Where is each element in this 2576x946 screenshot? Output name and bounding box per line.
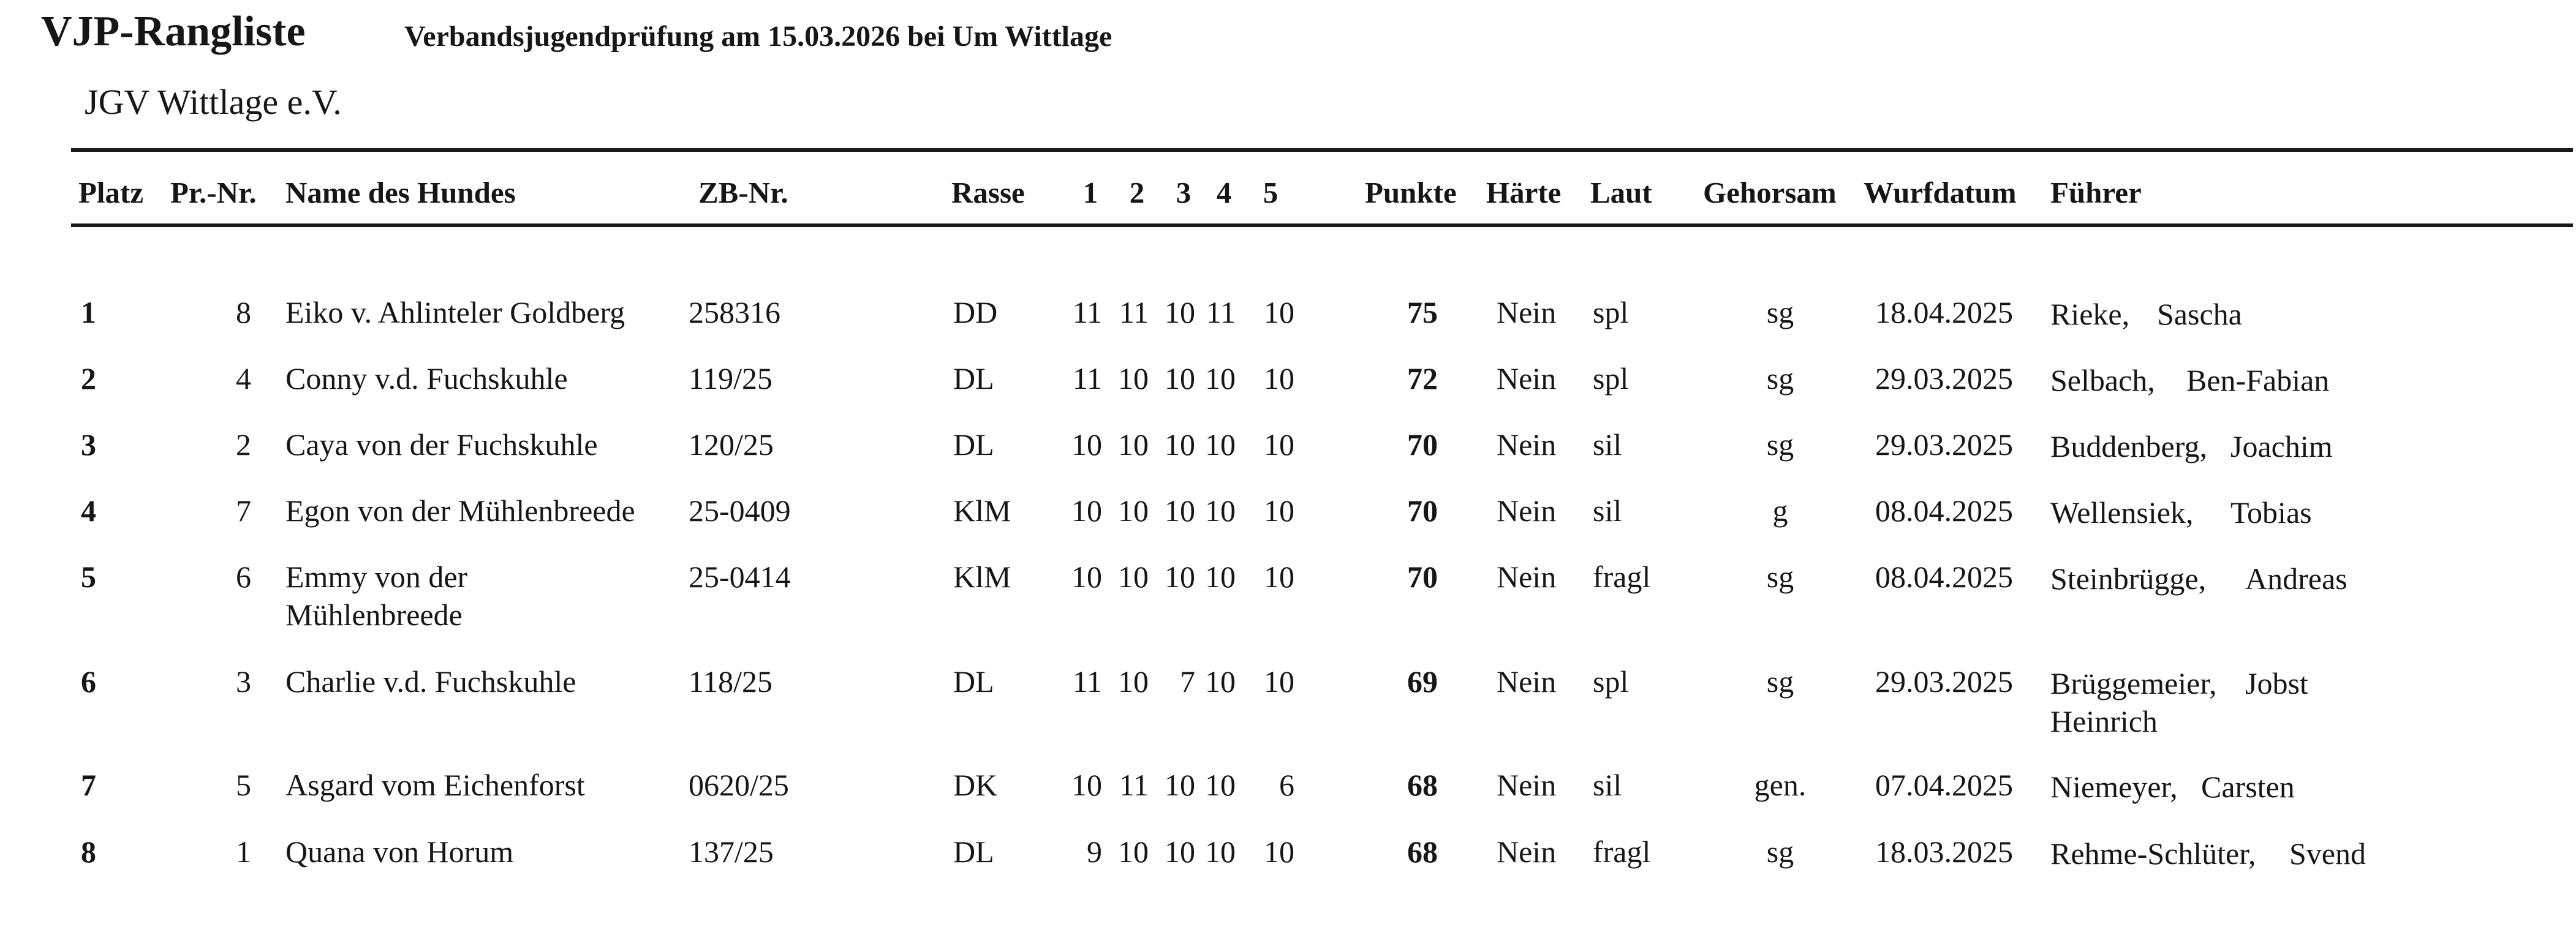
score-cell-3: 10 <box>1165 560 1195 594</box>
laut-cell: spl <box>1593 295 1629 329</box>
col-header-platz: Platz <box>78 176 144 209</box>
wurfdatum-cell: 08.04.2025 <box>1875 560 2013 594</box>
dog-name-cell: Egon von der Mühlenbreede <box>285 494 635 528</box>
platz-cell: 6 <box>81 664 96 699</box>
zb-nr-cell: 118/25 <box>689 664 773 699</box>
zb-nr-cell: 258316 <box>689 295 780 329</box>
score-cell-5: 10 <box>1264 427 1294 462</box>
fuehrer-last-cell: Selbach, <box>2050 363 2155 397</box>
score-cell-3: 10 <box>1165 361 1195 396</box>
col-header-5: 5 <box>1263 176 1279 209</box>
wurfdatum-cell: 29.03.2025 <box>1875 361 2013 396</box>
fuehrer-last-cell: Rehme-Schlüter, <box>2050 836 2256 871</box>
score-cell-5: 6 <box>1279 768 1294 802</box>
platz-cell: 5 <box>81 560 96 594</box>
col-header-haerte: Härte <box>1486 176 1562 209</box>
score-cell-3: 10 <box>1165 295 1195 329</box>
wurfdatum-cell: 29.03.2025 <box>1875 664 2013 699</box>
col-header-3: 3 <box>1176 176 1192 209</box>
dog-name-cell: Mühlenbreede <box>285 598 463 632</box>
col-header-zb-nr: ZB-Nr. <box>698 176 788 209</box>
fuehrer-first-cell: Carsten <box>2201 770 2295 804</box>
score-cell-5: 10 <box>1264 664 1294 699</box>
pr-nr-cell: 8 <box>236 295 251 329</box>
col-header-2: 2 <box>1129 176 1145 209</box>
dog-name-cell: Charlie v.d. Fuchskuhle <box>285 664 576 699</box>
wurfdatum-cell: 18.04.2025 <box>1875 295 2013 329</box>
fuehrer-last-cell: Niemeyer, <box>2050 770 2178 804</box>
header-rule <box>71 223 2573 227</box>
laut-cell: spl <box>1593 361 1629 396</box>
fuehrer-last-cell: Rieke, <box>2050 297 2130 331</box>
haerte-cell: Nein <box>1497 664 1557 699</box>
rasse-cell: DD <box>953 295 998 329</box>
col-header-fuehrer: Führer <box>2050 176 2142 209</box>
punkte-cell: 72 <box>1407 361 1438 396</box>
rasse-cell: DL <box>953 361 994 396</box>
pr-nr-cell: 5 <box>236 768 251 802</box>
dog-name-cell: Emmy von der <box>285 560 468 594</box>
platz-cell: 4 <box>81 494 96 528</box>
zb-nr-cell: 25-0414 <box>689 560 791 594</box>
gehorsam-cell: sg <box>1766 560 1794 594</box>
gehorsam-cell: sg <box>1766 664 1794 699</box>
score-cell-2: 10 <box>1118 835 1149 869</box>
punkte-cell: 70 <box>1407 560 1438 594</box>
wurfdatum-cell: 08.04.2025 <box>1875 494 2013 528</box>
col-header-1: 1 <box>1082 176 1098 209</box>
col-header-pr-nr: Pr.-Nr. <box>170 176 257 209</box>
gehorsam-cell: sg <box>1766 295 1794 329</box>
score-cell-5: 10 <box>1264 361 1294 396</box>
score-cell-1: 10 <box>1071 768 1102 802</box>
score-cell-5: 10 <box>1264 494 1294 528</box>
score-cell-3: 7 <box>1180 664 1195 699</box>
score-cell-1: 11 <box>1072 361 1102 396</box>
score-cell-3: 10 <box>1165 835 1195 869</box>
platz-cell: 3 <box>81 427 96 462</box>
fuehrer-last-cell: Brüggemeier, <box>2050 666 2217 700</box>
pr-nr-cell: 2 <box>236 427 251 462</box>
score-cell-5: 10 <box>1264 295 1294 329</box>
fuehrer-first-cell: Tobias <box>2230 495 2312 530</box>
punkte-cell: 68 <box>1407 768 1438 802</box>
gehorsam-cell: gen. <box>1754 768 1807 802</box>
score-cell-2: 10 <box>1118 494 1149 528</box>
punkte-cell: 70 <box>1407 427 1438 462</box>
zb-nr-cell: 137/25 <box>689 835 774 869</box>
score-cell-4: 10 <box>1205 835 1236 869</box>
platz-cell: 8 <box>81 835 96 869</box>
gehorsam-cell: sg <box>1766 361 1794 396</box>
rasse-cell: DL <box>953 664 994 699</box>
score-cell-5: 10 <box>1264 835 1294 869</box>
wurfdatum-cell: 29.03.2025 <box>1875 427 2013 462</box>
rasse-cell: DL <box>953 835 994 869</box>
pr-nr-cell: 6 <box>236 560 251 594</box>
score-cell-1: 10 <box>1071 560 1102 594</box>
fuehrer-last-cell: Buddenberg, <box>2050 429 2207 464</box>
score-cell-4: 10 <box>1205 494 1236 528</box>
score-cell-4: 10 <box>1205 664 1236 699</box>
score-cell-2: 10 <box>1118 664 1149 699</box>
score-cell-4: 10 <box>1205 768 1236 802</box>
laut-cell: spl <box>1593 664 1629 699</box>
wurfdatum-cell: 18.03.2025 <box>1875 835 2013 869</box>
zb-nr-cell: 119/25 <box>689 361 773 396</box>
col-header-name: Name des Hundes <box>285 176 516 209</box>
top-rule <box>71 148 2573 152</box>
gehorsam-cell: sg <box>1766 427 1794 462</box>
dog-name-cell: Caya von der Fuchskuhle <box>285 427 598 462</box>
zb-nr-cell: 25-0409 <box>689 494 791 528</box>
score-cell-3: 10 <box>1165 494 1195 528</box>
score-cell-2: 11 <box>1119 295 1149 329</box>
rasse-cell: KlM <box>953 494 1011 528</box>
pr-nr-cell: 1 <box>236 835 251 869</box>
dog-name-cell: Quana von Horum <box>285 835 514 869</box>
fuehrer-first-cell: Joachim <box>2230 429 2333 464</box>
col-header-4: 4 <box>1216 176 1232 209</box>
col-header-rasse: Rasse <box>951 176 1025 209</box>
haerte-cell: Nein <box>1497 835 1557 869</box>
fuehrer-last-cell: Steinbrügge, <box>2050 561 2207 596</box>
punkte-cell: 69 <box>1407 664 1438 699</box>
score-cell-5: 10 <box>1264 560 1294 594</box>
pr-nr-cell: 3 <box>236 664 251 699</box>
platz-cell: 2 <box>81 361 96 396</box>
haerte-cell: Nein <box>1497 560 1557 594</box>
score-cell-3: 10 <box>1165 427 1195 462</box>
col-header-laut: Laut <box>1590 176 1652 209</box>
laut-cell: sil <box>1593 494 1622 528</box>
laut-cell: fragl <box>1593 835 1651 869</box>
fuehrer-first-cell: Svend <box>2289 836 2366 871</box>
pr-nr-cell: 7 <box>236 494 251 528</box>
pr-nr-cell: 4 <box>236 361 251 396</box>
punkte-cell: 70 <box>1407 494 1438 528</box>
gehorsam-cell: sg <box>1766 835 1794 869</box>
col-header-punkte: Punkte <box>1365 176 1457 209</box>
fuehrer-first-cell: Sascha <box>2157 297 2242 331</box>
page-title: VJP-Rangliste <box>41 8 306 55</box>
score-cell-2: 10 <box>1118 560 1149 594</box>
zb-nr-cell: 120/25 <box>689 427 774 462</box>
score-cell-1: 9 <box>1087 835 1102 869</box>
score-cell-4: 10 <box>1205 560 1236 594</box>
fuehrer-last-cell: Wellensiek, <box>2050 495 2194 530</box>
punkte-cell: 75 <box>1407 295 1438 329</box>
platz-cell: 7 <box>81 768 96 802</box>
score-cell-2: 10 <box>1118 427 1149 462</box>
score-cell-2: 10 <box>1118 361 1149 396</box>
punkte-cell: 68 <box>1407 835 1438 869</box>
col-header-gehorsam: Gehorsam <box>1703 176 1837 209</box>
fuehrer-first-cell: Ben-Fabian <box>2186 363 2330 397</box>
score-cell-1: 10 <box>1071 494 1102 528</box>
dog-name-cell: Asgard vom Eichenforst <box>285 768 585 802</box>
haerte-cell: Nein <box>1497 295 1557 329</box>
dog-name-cell: Eiko v. Ahlinteler Goldberg <box>285 295 625 329</box>
laut-cell: sil <box>1593 768 1622 802</box>
score-cell-1: 11 <box>1072 295 1102 329</box>
laut-cell: sil <box>1593 427 1622 462</box>
fuehrer-first-cell: Andreas <box>2245 561 2347 596</box>
haerte-cell: Nein <box>1497 494 1557 528</box>
score-cell-3: 10 <box>1165 768 1195 802</box>
haerte-cell: Nein <box>1497 361 1557 396</box>
score-cell-1: 11 <box>1072 664 1102 699</box>
haerte-cell: Nein <box>1497 768 1557 802</box>
platz-cell: 1 <box>81 295 96 329</box>
col-header-wurfdatum: Wurfdatum <box>1864 176 2017 209</box>
score-cell-1: 10 <box>1071 427 1102 462</box>
score-cell-4: 10 <box>1205 427 1236 462</box>
laut-cell: fragl <box>1593 560 1651 594</box>
rasse-cell: KlM <box>953 560 1011 594</box>
score-cell-4: 11 <box>1206 295 1236 329</box>
page-subtitle: Verbandsjugendprüfung am 15.03.2026 bei Um Wittlage <box>404 20 1112 53</box>
dog-name-cell: Conny v.d. Fuchskuhle <box>285 361 568 396</box>
rasse-cell: DK <box>953 768 998 802</box>
fuehrer-first-cell: Jobst <box>2245 666 2308 700</box>
organization-name: JGV Wittlage e.V. <box>85 82 342 122</box>
gehorsam-cell: g <box>1772 494 1788 528</box>
score-cell-2: 11 <box>1119 768 1149 802</box>
zb-nr-cell: 0620/25 <box>689 768 789 802</box>
haerte-cell: Nein <box>1497 427 1557 462</box>
fuehrer-first-cell: Heinrich <box>2050 704 2158 738</box>
rasse-cell: DL <box>953 427 994 462</box>
wurfdatum-cell: 07.04.2025 <box>1875 768 2013 802</box>
score-cell-4: 10 <box>1205 361 1236 396</box>
